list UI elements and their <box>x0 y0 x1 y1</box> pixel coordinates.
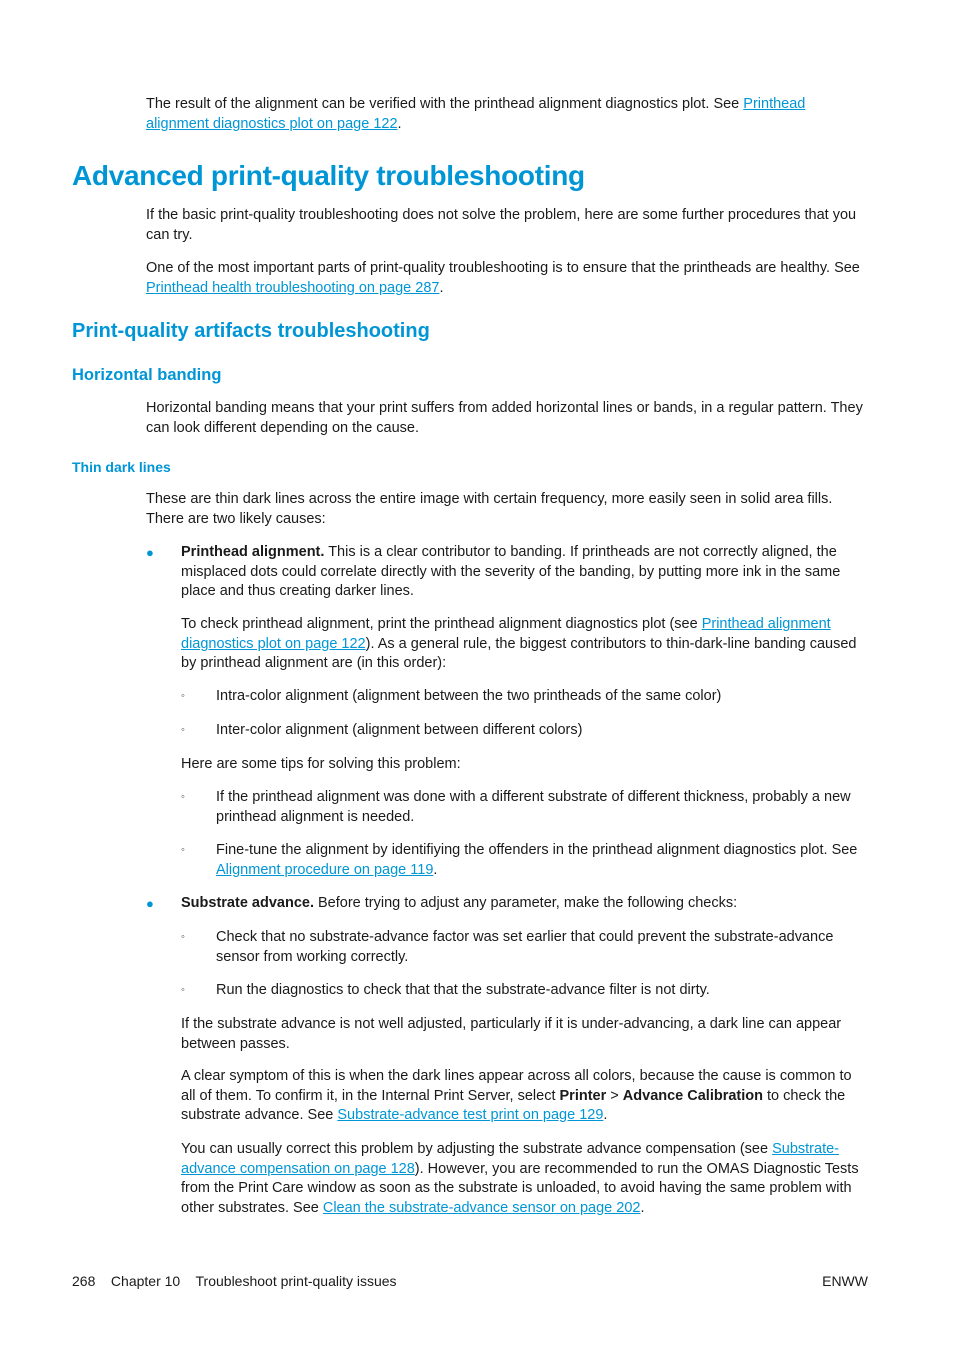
section-heading-artifacts: Print-quality artifacts troubleshooting <box>72 320 430 342</box>
bullet-bold-label: Printhead alignment. <box>181 544 325 560</box>
sub-item-different-substrate: If the printhead alignment was done with a different substrate of different thickness, probably a new printhead alignment is needed. <box>216 789 851 825</box>
b1p2-text: To check printhead alignment, print the printhead alignment diagnostics plot (see <box>181 616 702 632</box>
bullet-bold-label: Substrate advance. <box>181 895 314 911</box>
p2-text: One of the most important parts of print-quality troubleshooting is to ensure that the printheads are healthy. See <box>146 260 860 276</box>
b2p3-after: . <box>603 1107 608 1123</box>
paragraph-check-alignment <box>181 615 870 674</box>
menu-advance-calibration: Advance Calibration <box>622 1087 763 1104</box>
link-printhead-alignment-plot[interactable]: Printhead alignment diagnostics plot on page 122 <box>146 96 806 132</box>
bullet-text: Before trying to adjust any parameter, make the following checks: <box>313 895 738 911</box>
paragraph-correct-problem <box>181 1140 870 1218</box>
page-title: Advanced print-quality troubleshooting <box>72 160 585 191</box>
sub-bullet-circle: ◦ <box>181 931 185 943</box>
menu-printer: Printer <box>559 1087 607 1104</box>
sub-item-intra-color: Intra-color alignment (alignment between the two printheads of the same color) <box>216 688 722 704</box>
link-printhead-alignment-plot-2[interactable]: Printhead alignment diagnostics plot on page 122 <box>181 616 831 652</box>
paragraph-tips: Here are some tips for solving this problem: <box>181 756 461 772</box>
sub-item-advance-factor: Check that no substrate-advance factor was set earlier that could prevent the substrate-advance sensor from working correctly. <box>216 929 834 965</box>
sub-bullet-circle: ◦ <box>181 690 185 702</box>
footer-chapter: Chapter 10 <box>110 1273 181 1289</box>
paragraph-clear-symptom <box>181 1067 870 1126</box>
b2p4-after: . <box>640 1199 645 1216</box>
b1s4-text: Fine-tune the alignment by identifiying the offenders in the printhead alignment diagnostics plot. See <box>216 842 858 858</box>
sub-item-inter-color: Inter-color alignment (alignment between different colors) <box>216 722 583 738</box>
link-substrate-advance-test-print[interactable]: Substrate-advance test print on page 129 <box>337 1107 604 1123</box>
sub-bullet-circle: ◦ <box>181 724 185 736</box>
paragraph-causes: These are thin dark lines across the entire image with certain frequency, more easily seen in solid area fills. There are two likely causes: <box>146 491 833 527</box>
bullet-dot: ● <box>146 896 154 911</box>
paragraph-basic: If the basic print-quality troubleshooting does not solve the problem, here are some further procedures that you can try. <box>146 207 857 243</box>
b2p4-text-2: ). However, you are recommended to run the OMAS Diagnostic Tests from the Print Care window as soon as the substrate is unloaded, to avoid having the same problem with other substrates. See <box>181 1160 859 1216</box>
bullet-text: This is a clear contributor to banding. If printheads are not correctly aligned, the misplaced dots could correlate directly with the severity of the banding, by putting more ink in the same place and thus creating darker lines. <box>181 544 841 599</box>
intro-paragraph <box>146 95 870 134</box>
b1s4-after: . <box>433 861 438 878</box>
bullet-printhead-alignment <box>181 543 870 602</box>
b2p3-text-2: > <box>606 1087 623 1104</box>
bullet-substrate-advance <box>181 894 870 914</box>
b1p2-after: ). As a general rule, the biggest contributors to thin-dark-line banding caused by printhead alignment are (in this order): <box>181 635 857 671</box>
paragraph-healthy <box>146 259 870 298</box>
sub-bullet-circle: ◦ <box>181 844 185 856</box>
link-alignment-procedure[interactable]: Alignment procedure on page 119 <box>216 861 434 878</box>
footer-right: ENWW <box>822 1273 868 1289</box>
b2p3-text-3: to check the substrate advance. See <box>181 1087 846 1123</box>
page-number: 268 <box>72 1273 96 1289</box>
subsection-heading-banding: Horizontal banding <box>72 366 222 384</box>
paragraph-under-advancing: If the substrate advance is not well adjusted, particularly if it is under-advancing, a dark line can appear between passes. <box>181 1016 842 1052</box>
paragraph-banding: Horizontal banding means that your print suffers from added horizontal lines or bands, in a regular pattern. They can look different depending on the cause. <box>146 400 863 436</box>
link-substrate-advance-compensation[interactable]: Substrate-advance compensation on page 128 <box>181 1141 839 1177</box>
subsubsection-heading-thin-dark-lines: Thin dark lines <box>72 459 171 475</box>
sub-item-fine-tune <box>216 841 870 880</box>
bullet-dot: ● <box>146 545 154 560</box>
b2p4-text-1: You can usually correct this problem by adjusting the substrate advance compensation (see <box>181 1141 773 1157</box>
intro-after: . <box>397 115 402 132</box>
sub-item-run-diagnostics: Run the diagnostics to check that that the substrate-advance filter is not dirty. <box>216 982 710 998</box>
p2-after: . <box>439 279 444 296</box>
link-printhead-health[interactable]: Printhead health troubleshooting on page 287 <box>146 279 440 296</box>
intro-text: The result of the alignment can be verified with the printhead alignment diagnostics plot. See <box>146 96 744 112</box>
footer-chapter-title: Troubleshoot print-quality issues <box>195 1273 397 1289</box>
sub-bullet-circle: ◦ <box>181 984 185 996</box>
link-clean-substrate-advance-sensor[interactable]: Clean the substrate-advance sensor on page 202 <box>322 1199 641 1216</box>
footer-left <box>72 1272 397 1291</box>
sub-bullet-circle: ◦ <box>181 791 185 803</box>
b2p3-text-1: A clear symptom of this is when the dark lines appear across all colors, because the cause is common to all of them. To confirm it, in the Internal Print Server, select <box>181 1068 852 1104</box>
